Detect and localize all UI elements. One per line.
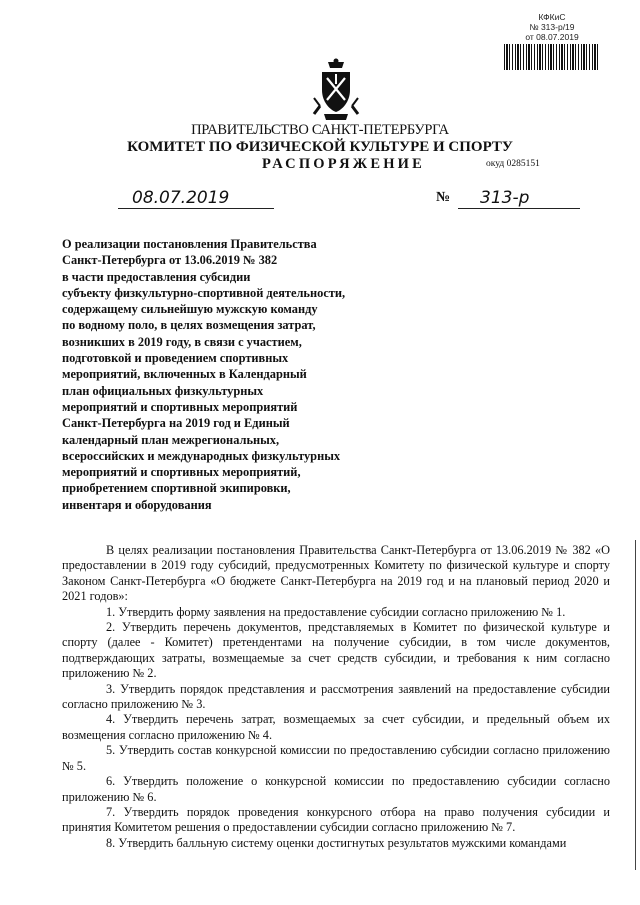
- clause-paragraph: 3. Утвердить порядок представления и рассмотрения заявлений на предоставление субсидии согласно приложению № 3.: [62, 681, 610, 712]
- title-line: приобретением спортивной экипировки,: [62, 481, 291, 496]
- title-line: по водному поло, в целях возмещения затрат,: [62, 318, 316, 333]
- title-line: содержащему сильнейшую мужскую команду: [62, 302, 318, 317]
- title-line: Санкт-Петербурга на 2019 год и Единый: [62, 416, 290, 431]
- stamp-line-1: КФКиС: [538, 12, 566, 22]
- registration-stamp: [498, 12, 606, 70]
- title-line: О реализации постановления Правительства: [62, 237, 317, 251]
- stamp-line-2: № 313-р/19: [529, 22, 575, 32]
- title-line: Санкт-Петербурга от 13.06.2019 № 382: [62, 253, 278, 268]
- title-line: субъекту физкультурно-спортивной деятельности,: [62, 285, 346, 300]
- okud-code: окуд 0285151: [486, 159, 540, 169]
- title-line: возникших в 2019 году, в связи с участием,: [62, 334, 302, 349]
- date-field: [118, 188, 274, 209]
- clause-paragraph: 7. Утвердить порядок проведения конкурсного отбора на право получения субсидии и принятия Комитетом решения о предоставлении субсидии согласно приложению № 7.: [62, 804, 610, 835]
- title-line: в части предоставления субсидии: [62, 269, 251, 284]
- page-edge: [635, 540, 640, 870]
- number-label: №: [436, 190, 451, 205]
- handwritten-date: 08.07.2019: [132, 188, 230, 208]
- preamble-paragraph: В целях реализации постановления Правительства Санкт-Петербурга от 13.06.2019 № 382 «О предоставлении в 2019 году субсидий, предусмотренных Комитету по физической культуре и спорту Законом Санкт-Петербурга «О бюджете Санкт-Петербурга на 2019 год и на плановый период 2020 и 2021 годов»:: [62, 543, 610, 604]
- title-line: всероссийских и международных физкультурных: [62, 448, 341, 463]
- title-line: инвентаря и оборудования: [62, 497, 212, 512]
- clause-paragraph: 2. Утвердить перечень документов, представляемых в Комитет по физической культуре и спорту (далее - Комитет) претендентами на получение субсидии, в том числе документов, подтверждающих затраты, возмещаемые за счет средств субсидии, и требования к ним согласно приложению № 2.: [62, 620, 610, 681]
- clause-paragraph: 1. Утвердить форму заявления на предоставление субсидии согласно приложению № 1.: [106, 604, 566, 619]
- stamp-line-3: от 08.07.2019: [525, 32, 579, 42]
- committee-name: КОМИТЕТ ПО ФИЗИЧЕСКОЙ КУЛЬТУРЕ И СПОРТУ: [127, 139, 513, 155]
- title-line: план официальных физкультурных: [62, 383, 264, 398]
- document-title: [62, 236, 402, 513]
- clause-paragraph: 5. Утвердить состав конкурсной комиссии по предоставлению субсидии согласно приложению № 5.: [62, 743, 610, 773]
- title-line: мероприятий и спортивных мероприятий: [62, 399, 298, 414]
- coat-of-arms-icon: [310, 58, 362, 124]
- government-name: ПРАВИТЕЛЬСТВО САНКТ-ПЕТЕРБУРГА: [191, 122, 449, 138]
- title-line: мероприятий, включенных в Календарный: [62, 367, 307, 382]
- title-line: календарный план межрегиональных,: [62, 432, 280, 447]
- title-line: мероприятий и спортивных мероприятий,: [62, 465, 301, 480]
- document-body: [62, 543, 610, 851]
- title-line: подготовкой и проведением спортивных: [62, 351, 289, 366]
- clause-paragraph: 6. Утвердить положение о конкурсной комиссии по предоставлению субсидии согласно приложению № 6.: [62, 774, 610, 804]
- barcode-icon: [504, 44, 600, 70]
- handwritten-number: 313-р: [480, 188, 530, 208]
- clause-paragraph: 4. Утвердить перечень затрат, возмещаемых за счет субсидии, и предельный объем их возмещения согласно приложению № 4.: [62, 712, 610, 742]
- order-row: [0, 156, 640, 176]
- number-field: [458, 188, 580, 209]
- clause-paragraph: 8. Утвердить балльную систему оценки достигнутых результатов мужскими командами: [106, 835, 567, 850]
- document-type: РАСПОРЯЖЕНИЕ: [262, 156, 426, 172]
